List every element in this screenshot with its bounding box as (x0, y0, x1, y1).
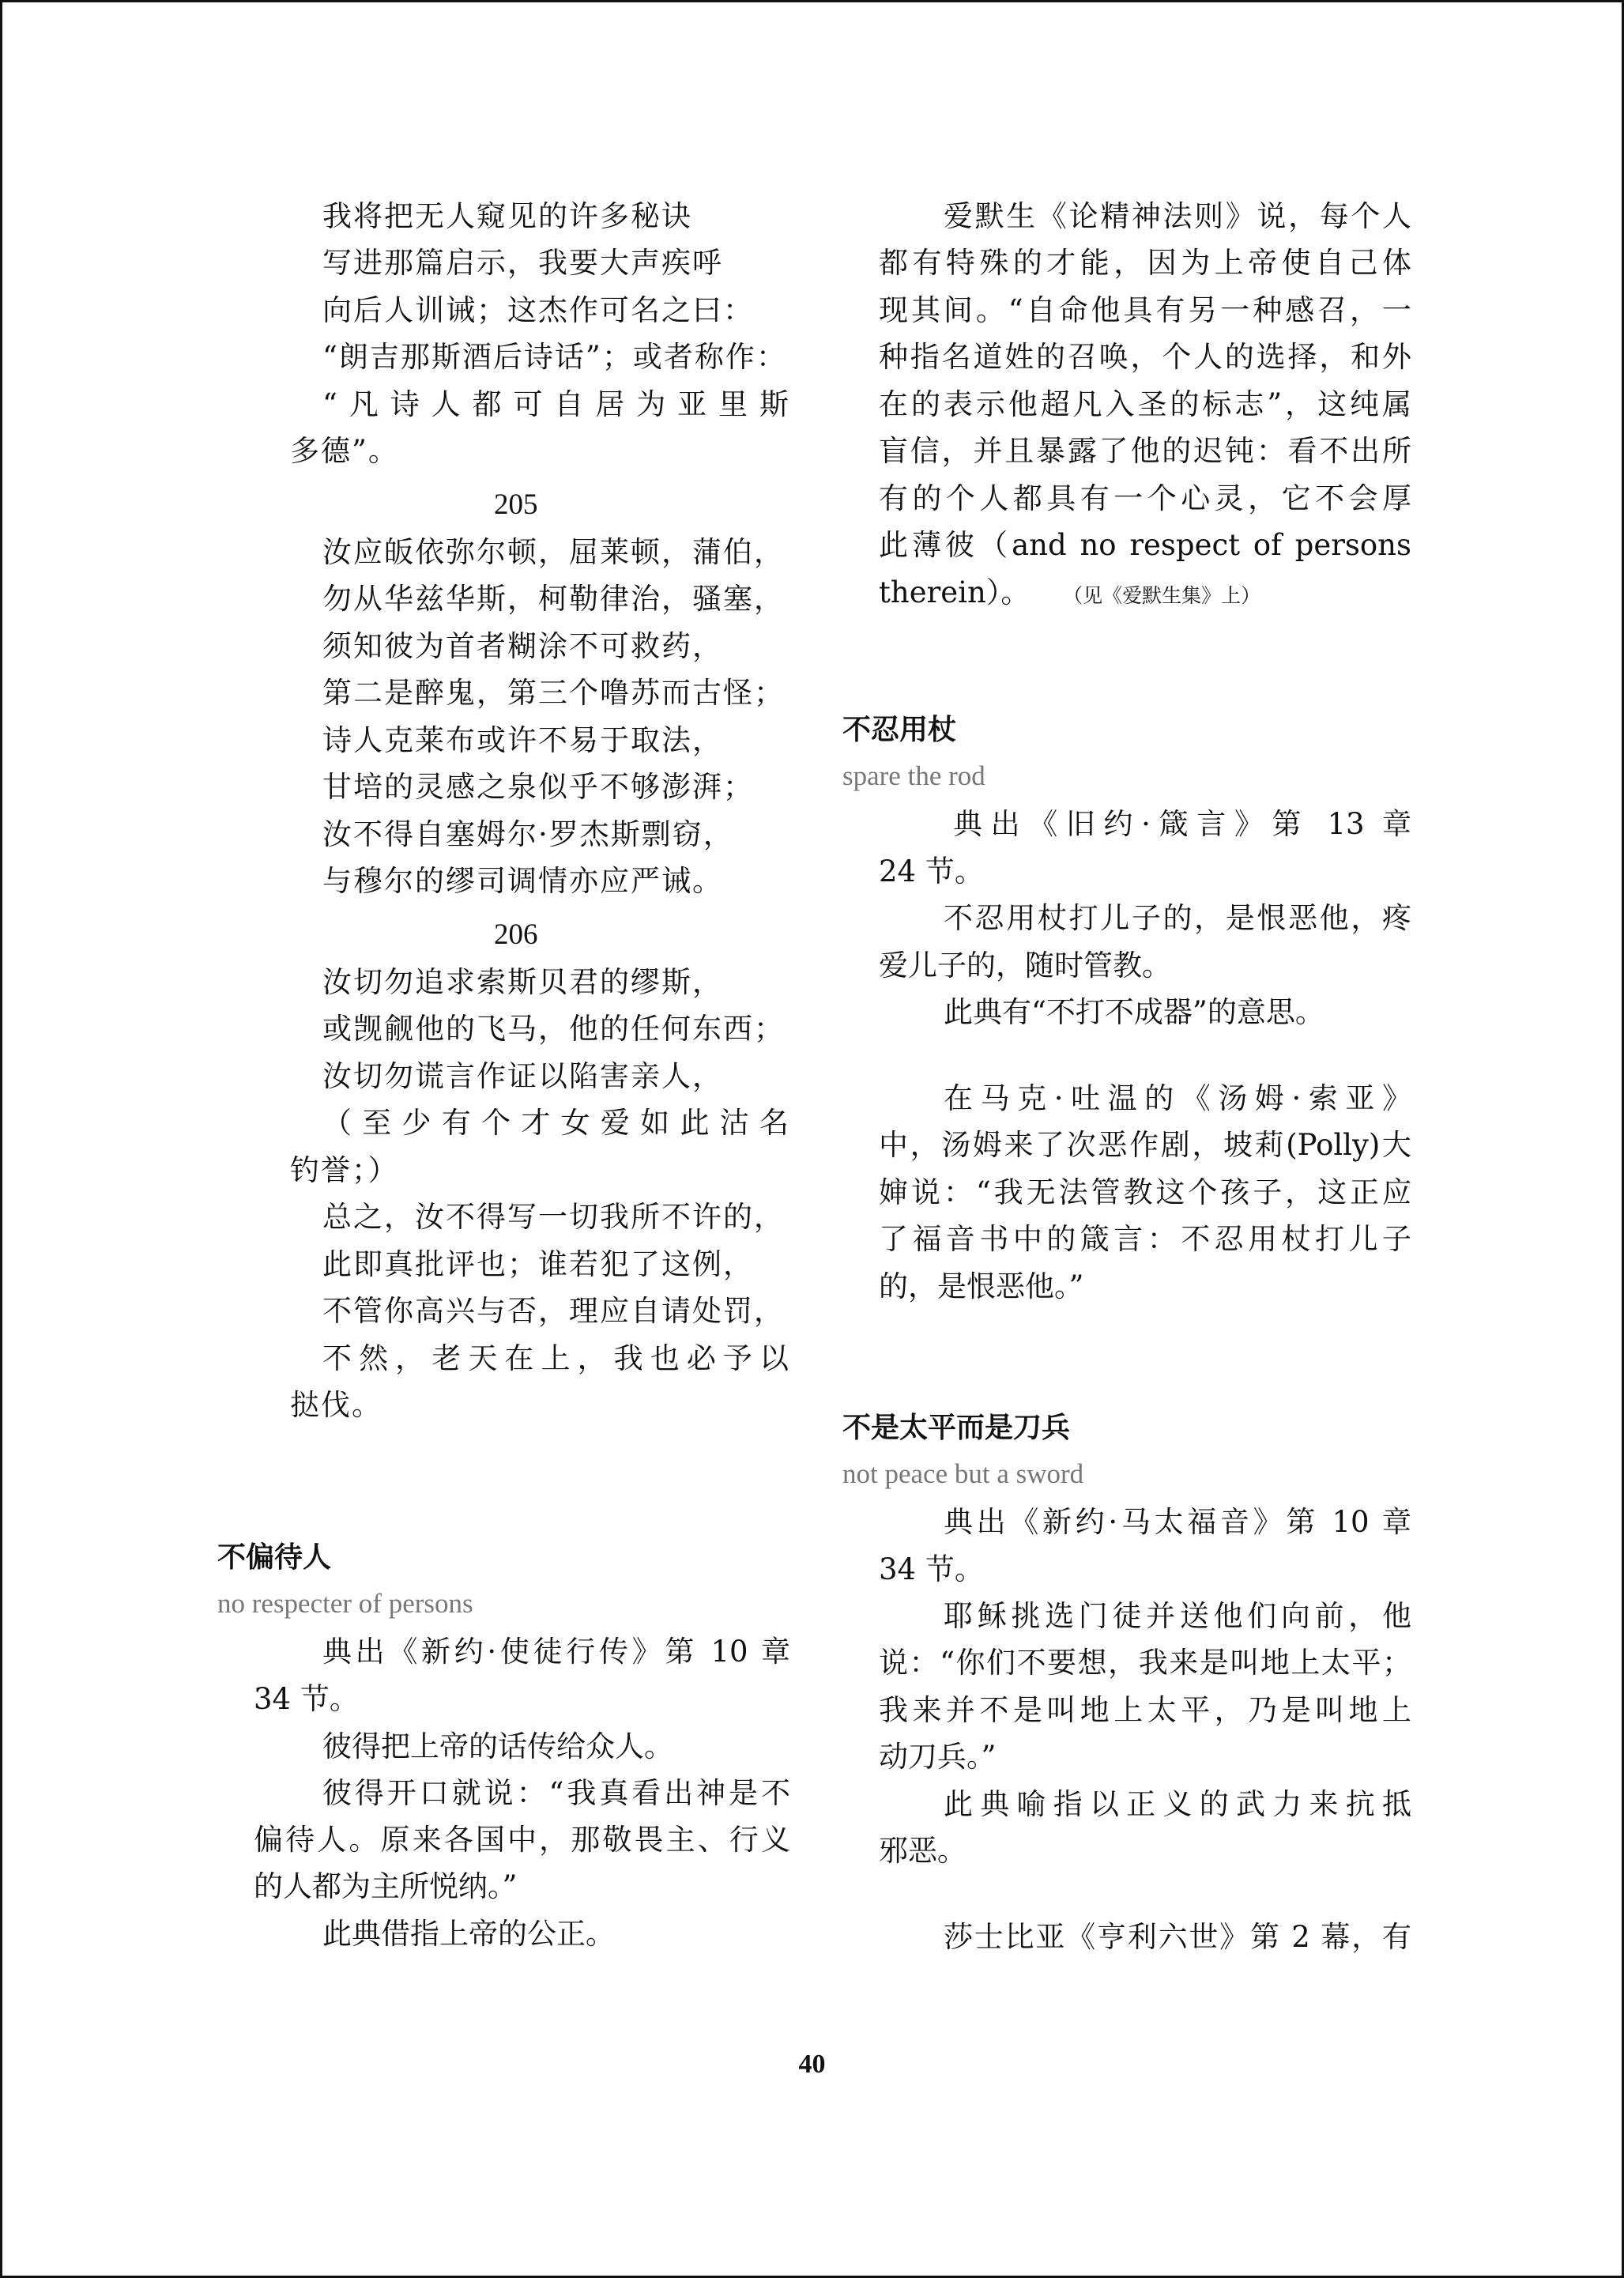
entry-text: 偏待人。原来各国中，那敬畏主、行义 (254, 1823, 790, 1857)
entry-text: 耶稣挑选门徒并送他们向前，他 (944, 1599, 1411, 1633)
poem-line: 钓誉；） (290, 1153, 399, 1187)
entry-subtitle: not peace but a sword (842, 1458, 1084, 1489)
entry-text: 有的个人都具有一个心灵，它不会厚 (879, 481, 1411, 515)
poem-line: 此即真批评也；谁若犯了这例， (322, 1247, 754, 1281)
poem-line: 汝不得自塞姆尔·罗杰斯剽窃， (322, 817, 734, 851)
entry-title: 不忍用杖 (842, 714, 957, 746)
stanza-number: 205 (494, 488, 538, 521)
entry-text: 34 节。 (879, 1552, 984, 1586)
source-note: （见《爱默生集》上） (1063, 584, 1261, 607)
poem-line: 第二是醉鬼，第三个噜苏而古怪； (322, 676, 785, 710)
entry-text: 此薄彼（and no respect of persons (879, 528, 1411, 562)
entry-text-segment: therein）。 (879, 575, 1031, 609)
entry-text: 此典借指上帝的公正。 (322, 1917, 615, 1951)
entry-text: 种指名道姓的召唤，个人的选择，和外 (879, 340, 1411, 374)
poem-line: 挞伐。 (290, 1388, 382, 1422)
entry-text: 现其间。“自命他具有另一种感召，一 (879, 293, 1411, 327)
poem-line: 多德”。 (290, 434, 399, 468)
poem-line: 与穆尔的缪司调情亦应严诫。 (322, 864, 723, 898)
poem-line: 甘培的灵感之泉似乎不够澎湃； (322, 770, 754, 804)
entry-title: 不偏待人 (217, 1541, 332, 1574)
page-number: 40 (798, 2050, 826, 2079)
entry-text: 典出《新约·使徒行传》第 10 章 (322, 1635, 790, 1669)
entry-text: 在马克·吐温的《汤姆·索亚》 (944, 1081, 1411, 1115)
poem-line: 汝切勿谎言作证以陷害亲人， (322, 1059, 723, 1093)
entry-text: 彼得开口就说：“我真看出神是不 (322, 1776, 790, 1810)
poem-line: 诗人克莱布或许不易于取法， (322, 723, 723, 757)
poem-line: 汝应皈依弥尔顿，屈莱顿，蒲伯， (322, 535, 785, 569)
entry-text: 彼得把上帝的话传给众人。 (322, 1729, 673, 1763)
poem-line: 不管你高兴与否，理应自请处罚， (322, 1294, 785, 1328)
entry-text: 爱儿子的，随时管教。 (879, 949, 1171, 982)
poem-line: 总之，汝不得写一切我所不许的， (322, 1200, 785, 1234)
poem-line: 须知彼为首者糊涂不可救药， (322, 629, 723, 663)
entry-subtitle: no respecter of persons (217, 1588, 473, 1619)
entry-text: 莎士比亚《亨利六世》第 2 幕，有 (944, 1920, 1411, 1954)
entry-text: 的人都为主所悦纳。” (254, 1869, 518, 1903)
entry-text: 此典有“不打不成器”的意思。 (944, 995, 1324, 1029)
entry-text: 婶说：“我无法管教这个孩子，这正应 (879, 1175, 1411, 1209)
poem-line: 我将把无人窥见的许多秘诀 (322, 199, 692, 233)
entry-text: 典出《旧约·箴言》第 13 章 (953, 807, 1411, 841)
entry-text: 动刀兵。” (879, 1740, 997, 1774)
poem-line: “朗吉那斯酒后诗话”；或者称作： (322, 340, 787, 374)
entry-text: 盲信，并且暴露了他的迟钝：看不出所 (879, 434, 1411, 468)
entry-text: 说：“你们不要想，我来是叫地上太平； (879, 1646, 1411, 1680)
entry-text: 典出《新约·马太福音》第 10 章 (944, 1505, 1411, 1539)
poem-line: 不然，老天在上，我也必予以 (322, 1341, 790, 1375)
entry-title: 不是太平而是刀兵 (842, 1412, 1071, 1444)
poem-line: 勿从华兹华斯，柯勒律治，骚塞， (322, 582, 785, 616)
poem-line: （至少有个才女爱如此沽名 (322, 1106, 790, 1140)
entry-text: 邪恶。 (879, 1834, 966, 1868)
entry-text: 在的表示他超凡入圣的标志”，这纯属 (879, 387, 1411, 421)
stanza-number: 206 (494, 918, 538, 951)
poem-line: 或觊觎他的飞马，他的任何东西； (322, 1012, 785, 1046)
poem-line: “凡诗人都可自居为亚里斯 (322, 387, 790, 421)
entry-text: 的，是恨恶他。” (879, 1269, 1084, 1303)
entry-text: 中，汤姆来了次恶作剧，坡莉(Polly)大 (879, 1128, 1411, 1162)
entry-text: 此典喻指以正义的武力来抗抵 (944, 1787, 1411, 1821)
poem-line: 向后人训诫；这杰作可名之曰： (322, 293, 754, 327)
entry-text: 34 节。 (254, 1682, 359, 1716)
entry-text: 不忍用杖打儿子的，是恨恶他，疼 (944, 901, 1411, 935)
entry-text: 都有特殊的才能，因为上帝使自己体 (879, 246, 1411, 280)
poem-line: 汝切勿追求索斯贝君的缪斯， (322, 965, 723, 999)
entry-text: 了福音书中的箴言：不忍用杖打儿子 (879, 1222, 1411, 1256)
entry-subtitle: spare the rod (842, 760, 985, 791)
entry-text: 24 节。 (879, 854, 984, 888)
entry-text: 爱默生《论精神法则》说，每个人 (944, 199, 1411, 233)
poem-line: 写进那篇启示，我要大声疾呼 (322, 246, 723, 280)
entry-text: 我来并不是叫地上太平，乃是叫地上 (879, 1693, 1411, 1727)
entry-text (879, 575, 1261, 609)
